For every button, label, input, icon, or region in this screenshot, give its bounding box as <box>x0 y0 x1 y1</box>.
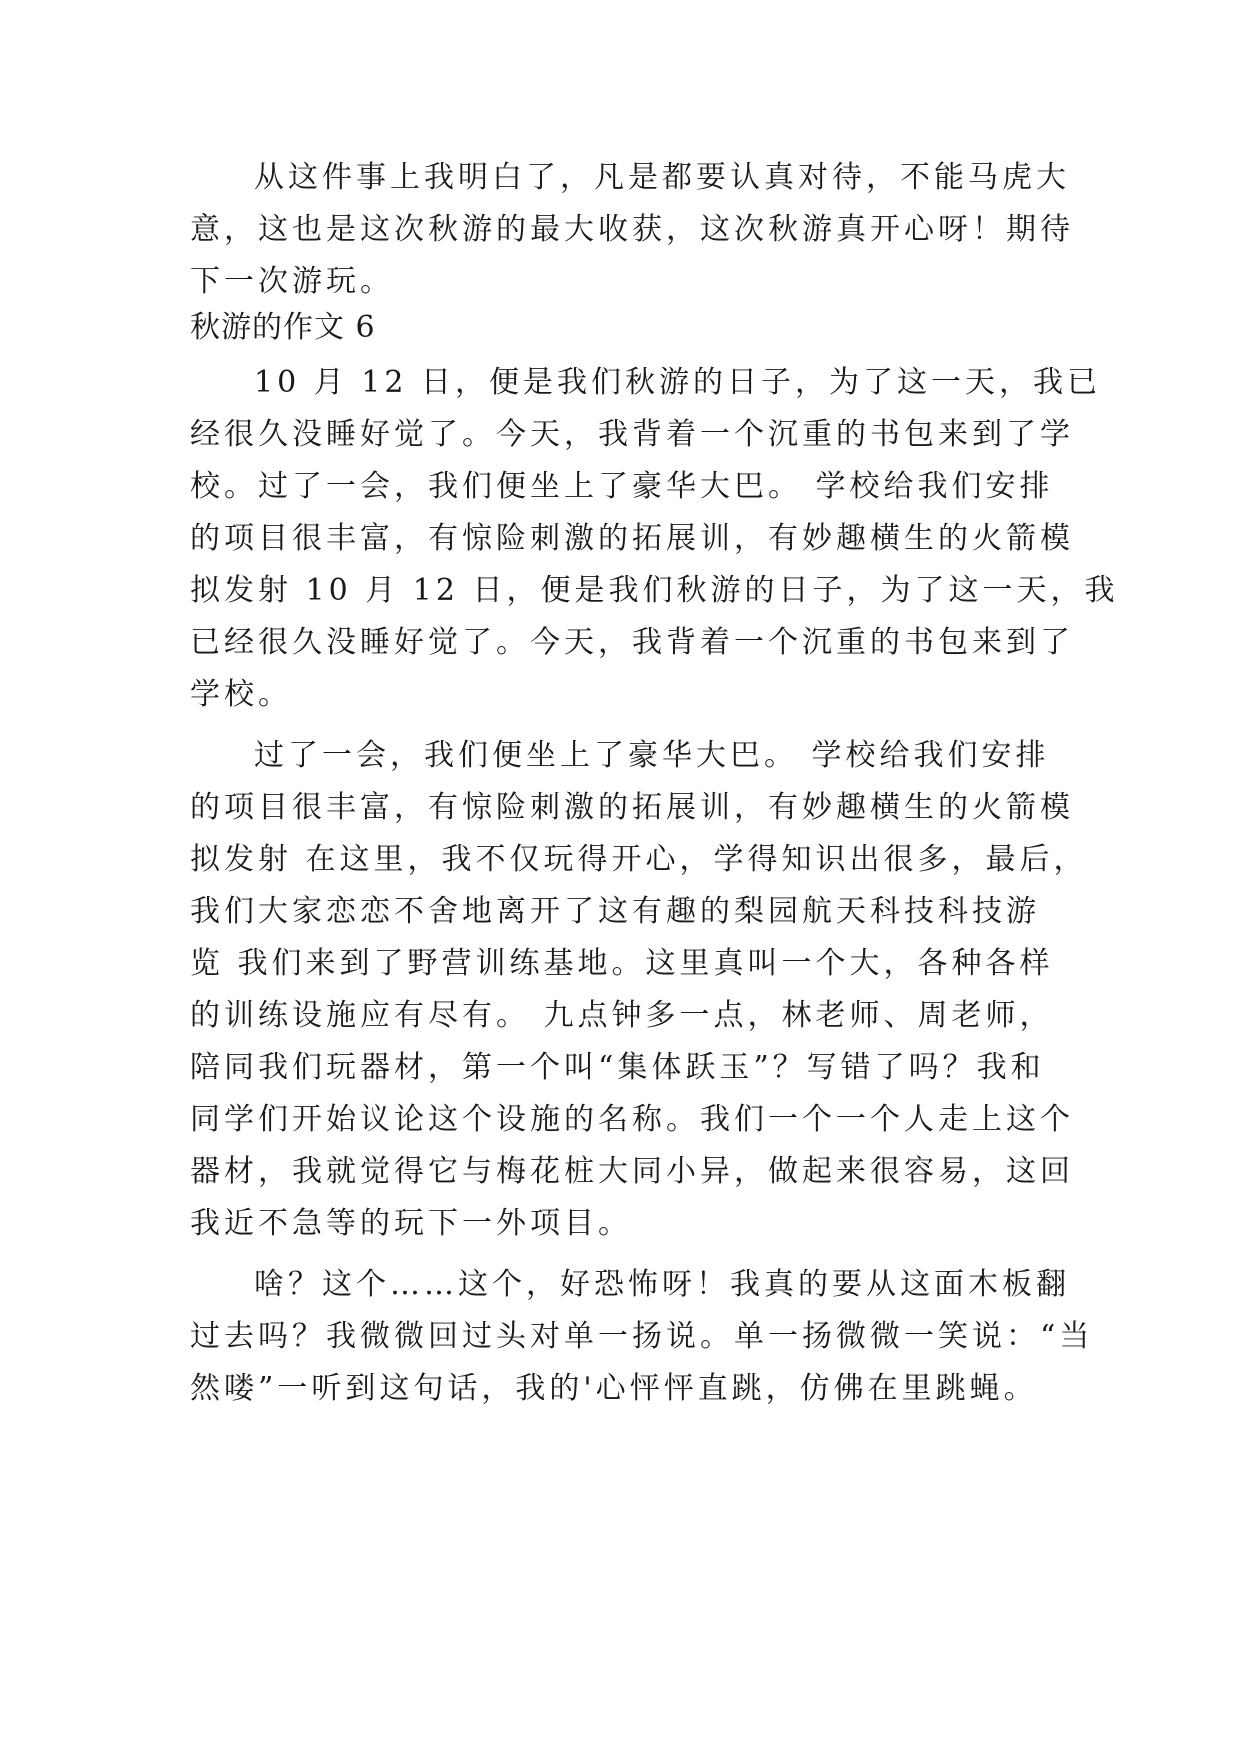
paragraph-line: 经很久没睡好觉了。今天，我背着一个沉重的书包来到了学 <box>190 417 1074 452</box>
paragraph-line: 校。过了一会，我们便坐上了豪华大巴。 学校给我们安排 <box>190 469 1054 504</box>
paragraph-line: 从这件事上我明白了，凡是都要认真对待，不能马虎大 <box>254 160 1070 195</box>
paragraph-line: 同学们开始议论这个设施的名称。我们一个一个人走上这个 <box>190 1102 1074 1137</box>
paragraph-line: 过去吗？我微微回过头对单一扬说。单一扬微微一笑说：“当 <box>190 1319 1094 1354</box>
paragraph-line: 我们大家恋恋不舍地离开了这有趣的梨园航天科技科技游 <box>190 894 1040 929</box>
section-heading: 秋游的作文 6 <box>190 310 376 345</box>
paragraph-line: 我近不急等的玩下一外项目。 <box>190 1206 632 1241</box>
paragraph-line: 拟发射 10 月 12 日，便是我们秋游的日子，为了这一天，我 <box>190 573 1119 608</box>
paragraph-line: 陪同我们玩器材，第一个叫“集体跃玉”？写错了吗？我和 <box>190 1050 1045 1085</box>
paragraph-line: 意，这也是这次秋游的最大收获，这次秋游真开心呀！期待 <box>190 212 1074 247</box>
paragraph-line: 器材，我就觉得它与梅花桩大同小异，做起来很容易，这回 <box>190 1154 1074 1189</box>
paragraph-line: 拟发射 在这里，我不仅玩得开心，学得知识出很多，最后， <box>190 842 1088 877</box>
paragraph-line: 然喽”一听到这句话，我的'心怦怦直跳，仿佛在里跳蝇。 <box>190 1371 1038 1406</box>
paragraph-line: 10 月 12 日，便是我们秋游的日子，为了这一天，我已 <box>254 365 1101 400</box>
paragraph-line: 览 我们来到了野营训练基地。这里真叫一个大，各种各样 <box>190 946 1054 981</box>
paragraph-line: 的项目很丰富，有惊险刺激的拓展训，有妙趣横生的火箭模 <box>190 790 1074 825</box>
paragraph-line: 啥？这个……这个，好恐怖呀！我真的要从这面木板翻 <box>254 1267 1070 1302</box>
paragraph-line: 学校。 <box>190 677 292 712</box>
paragraph-line: 已经很久没睡好觉了。今天，我背着一个沉重的书包来到了 <box>190 625 1074 660</box>
paragraph-line: 过了一会，我们便坐上了豪华大巴。 学校给我们安排 <box>254 738 1050 773</box>
paragraph-line: 下一次游玩。 <box>190 264 394 299</box>
paragraph-line: 的训练设施应有尽有。 九点钟多一点，林老师、周老师， <box>190 998 1054 1033</box>
paragraph-line: 的项目很丰富，有惊险刺激的拓展训，有妙趣横生的火箭模 <box>190 521 1074 556</box>
